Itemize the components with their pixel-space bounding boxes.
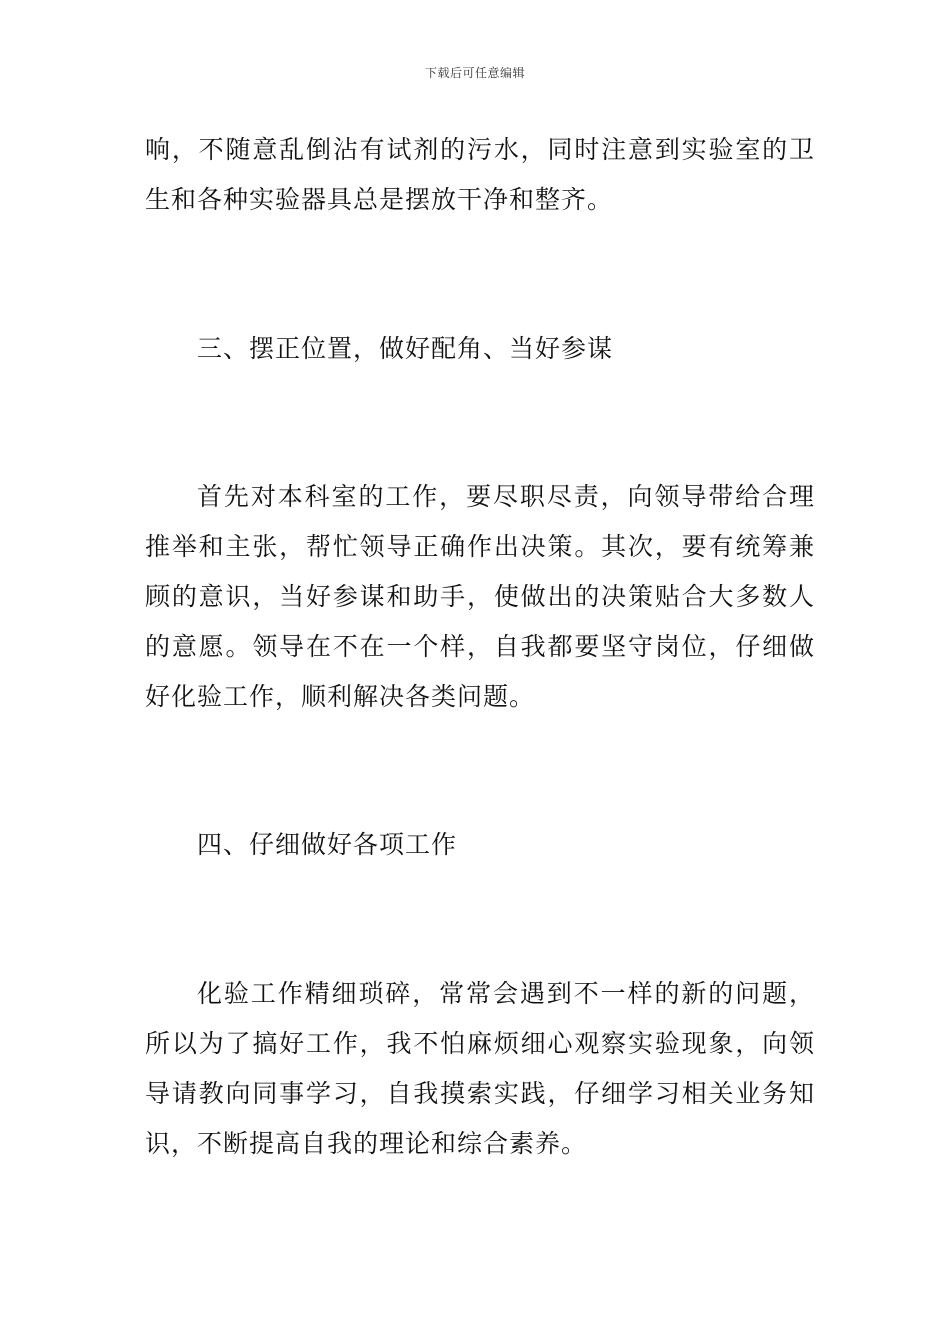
paragraph-section-4: 化验工作精细琐碎，常常会遇到不一样的新的问题，所以为了搞好工作，我不怕麻烦细心观察实验现象，向领导请教向同事学习，自我摸索实践，仔细学习相关业务知识，不断提高自我的理论和综合素养。 xyxy=(145,979,815,1158)
section-heading-3: 三、摆正位置，做好配角、当好参谋 xyxy=(197,334,614,363)
header-note: 下载后可任意编辑 xyxy=(424,66,525,80)
section-heading-4: 四、仔细做好各项工作 xyxy=(197,830,458,859)
paragraph-section-3: 首先对本科室的工作，要尽职尽责，向领导带给合理推举和主张，帮忙领导正确作出决策。其次，要有统筹兼顾的意识，当好参谋和助手，使做出的决策贴合大多数人的意愿。领导在不在一个样，自我都要坚守岗位，仔细做好化验工作，顺利解决各类问题。 xyxy=(145,482,815,711)
paragraph-continued: 响，不随意乱倒沾有试剂的污水，同时注意到实验室的卫生和各种实验器具总是摆放干净和整齐。 xyxy=(145,135,815,214)
